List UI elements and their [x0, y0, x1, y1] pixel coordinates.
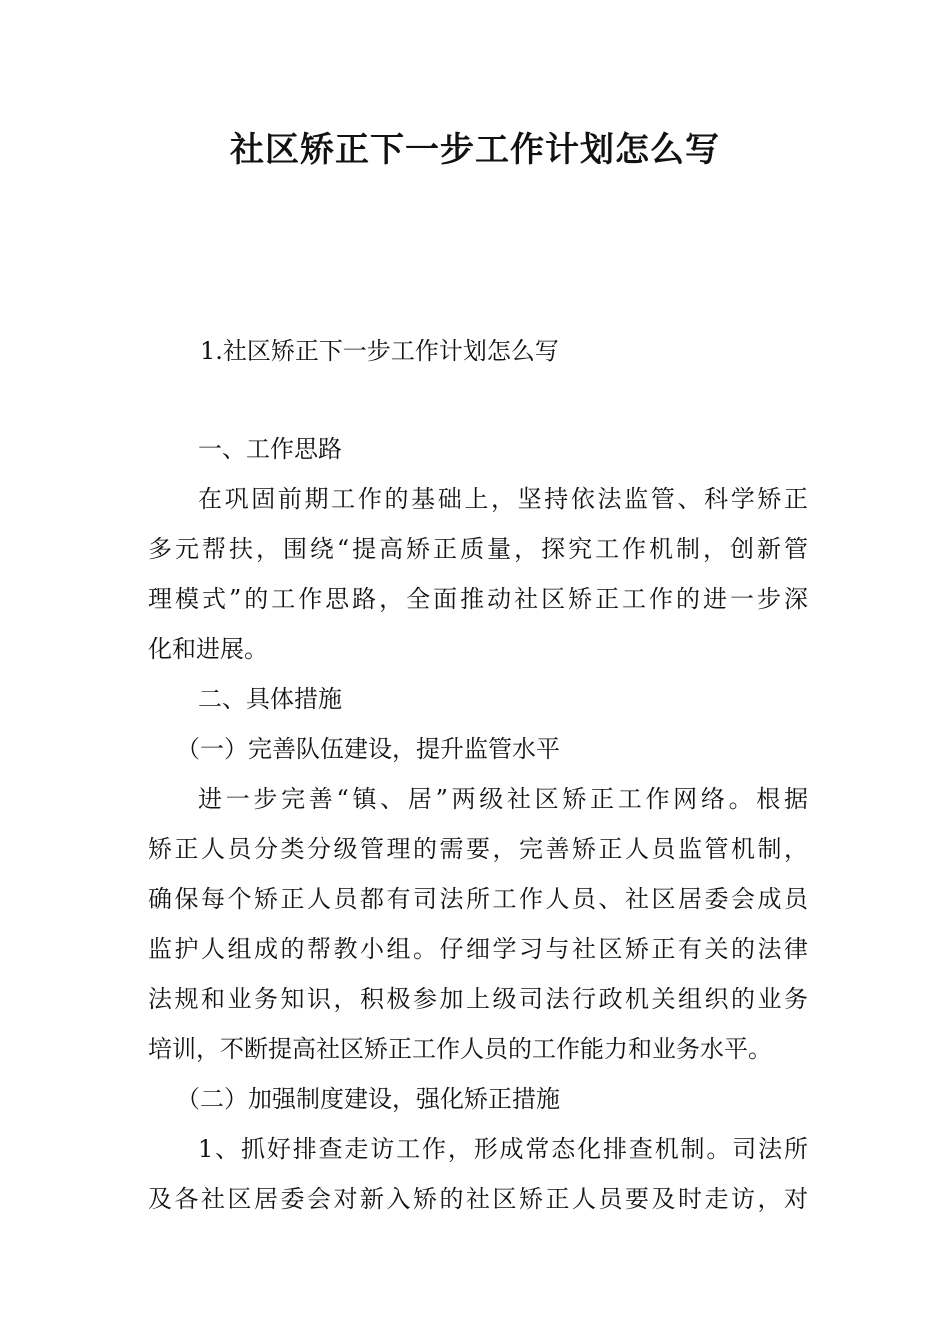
sub-section-heading-1: （一）完善队伍建设，提升监管水平: [176, 735, 560, 763]
paragraph-line: 培训，不断提高社区矫正工作人员的工作能力和业务水平。: [148, 1035, 772, 1063]
paragraph-line: 监护人组成的帮教小组。仔细学习与社区矫正有关的法律: [148, 935, 808, 963]
section-heading-2: 二、具体措施: [198, 685, 342, 713]
paragraph-line: 化和进展。: [148, 635, 268, 663]
paragraph-line: 及各社区居委会对新入矫的社区矫正人员要及时走访，对: [148, 1185, 808, 1213]
section-heading-1: 一、工作思路: [198, 435, 342, 463]
sub-section-heading-2: （二）加强制度建设，强化矫正措施: [176, 1085, 560, 1113]
paragraph-line: 1、抓好排查走访工作，形成常态化排查机制。司法所: [198, 1135, 808, 1163]
paragraph-line: 在巩固前期工作的基础上，坚持依法监管、科学矫正: [198, 485, 808, 513]
paragraph-line: 理模式”的工作思路，全面推动社区矫正工作的进一步深: [148, 585, 808, 613]
document-title: 社区矫正下一步工作计划怎么写: [230, 130, 720, 170]
paragraph-line: 矫正人员分类分级管理的需要，完善矫正人员监管机制，: [148, 835, 808, 863]
paragraph-line: 确保每个矫正人员都有司法所工作人员、社区居委会成员: [148, 885, 808, 913]
paragraph-line: 多元帮扶，围绕“提高矫正质量，探究工作机制，创新管: [148, 535, 808, 563]
paragraph-line: 法规和业务知识，积极参加上级司法行政机关组织的业务: [148, 985, 808, 1013]
subheading-1: 1.社区矫正下一步工作计划怎么写: [200, 337, 559, 365]
paragraph-line: 进一步完善“镇、居”两级社区矫正工作网络。根据: [198, 785, 808, 813]
